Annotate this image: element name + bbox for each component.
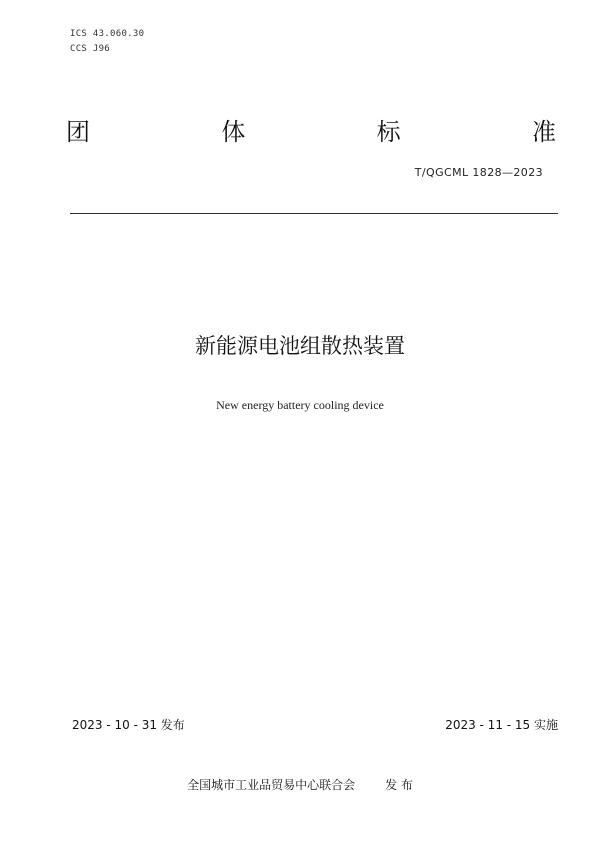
standard-code: T/QGCML 1828—2023 [414,166,543,179]
standard-type-char: 团 [66,118,90,146]
standard-type-char: 标 [376,118,401,146]
publisher-line [0,776,600,793]
standard-type-char: 准 [531,118,556,146]
publisher-action: 发 布 [385,778,413,792]
divider-line [70,213,558,214]
issue-date: 2023 - 10 - 31 发布 [72,718,185,732]
ics-code: ICS 43.060.30 [70,29,145,39]
implementation-date: 2023 - 11 - 15 实施 [445,718,558,732]
title-chinese: 新能源电池组散热装置 [195,334,405,358]
standard-type-char: 体 [221,118,246,146]
ccs-code: CCS J96 [70,44,111,54]
title-english: New energy battery cooling device [216,398,384,412]
publisher-name: 全国城市工业品贸易中心联合会 [187,778,356,792]
standard-type-heading [66,112,556,147]
